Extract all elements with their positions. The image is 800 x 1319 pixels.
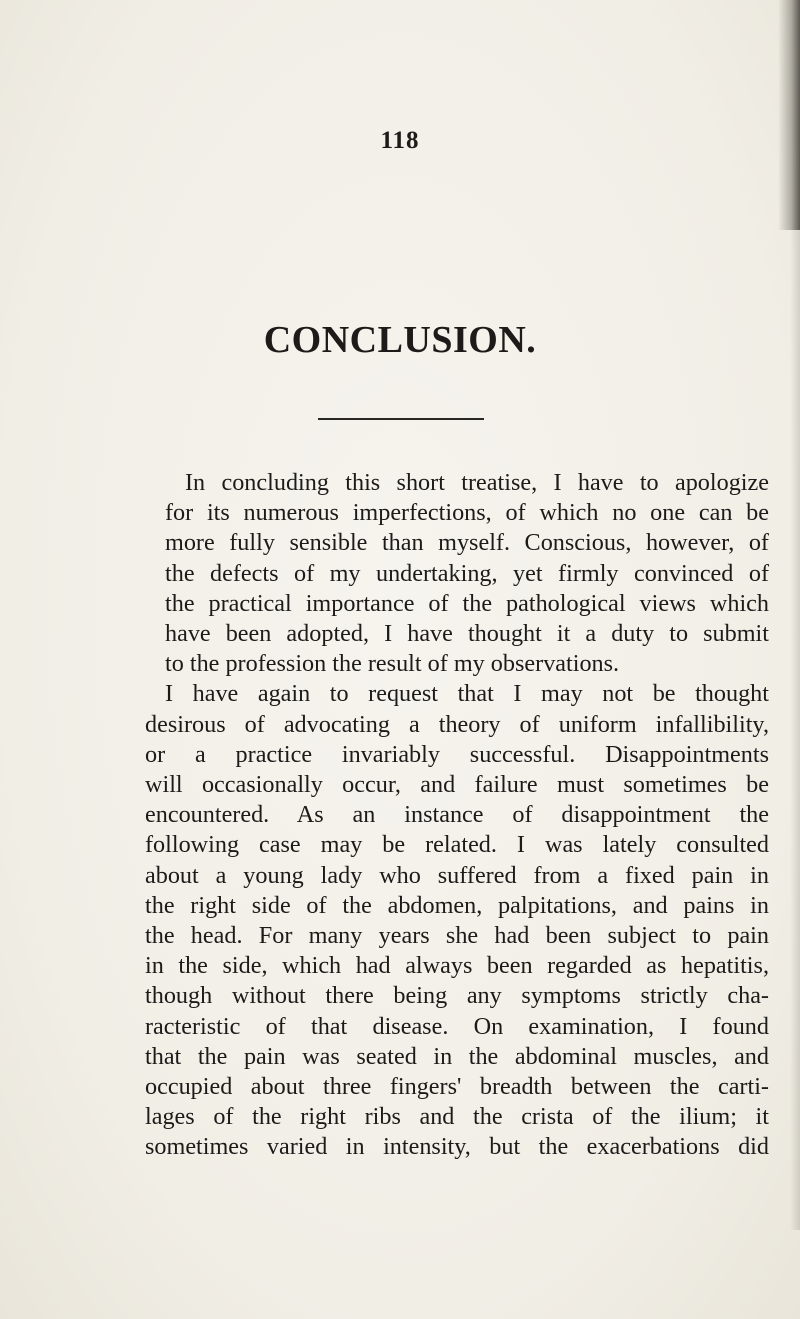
text-line: for its numerous imperfections, of which no one can be	[165, 499, 769, 527]
text-line: desirous of advocating a theory of uniform infallibility,	[145, 710, 769, 738]
page-edge-shadow	[778, 0, 800, 230]
heading-rule	[318, 418, 484, 420]
text-line: lages of the right ribs and the crista of the ilium; it	[145, 1103, 769, 1131]
paragraph-1	[145, 468, 769, 679]
text-line: will occasionally occur, and failure must sometimes be	[145, 771, 769, 799]
chapter-heading: CONCLUSION.	[263, 319, 537, 361]
text-line: though without there being any symptoms strictly cha-	[145, 982, 769, 1010]
text-line: occupied about three fingers' breadth between the carti-	[145, 1073, 769, 1101]
text-line: the defects of my undertaking, yet firmly convinced of	[165, 559, 769, 587]
text-line: encountered. As an instance of disappointment the	[145, 801, 769, 829]
page-edge-shadow-lower	[790, 230, 800, 1230]
text-line: about a young lady who suffered from a fixed pain in	[145, 861, 769, 889]
text-line: the practical importance of the pathological views which	[165, 589, 769, 617]
text-line: I have again to request that I may not be thought	[165, 680, 769, 708]
text-line: to the profession the result of my observations.	[165, 650, 620, 678]
page-number: 118	[380, 127, 420, 154]
text-line: racteristic of that disease. On examination, I found	[145, 1012, 769, 1040]
text-line: that the pain was seated in the abdominal muscles, and	[145, 1042, 769, 1070]
text-line: sometimes varied in intensity, but the exacerbations did	[145, 1133, 769, 1161]
text-line: in the side, which had always been regarded as hepatitis,	[145, 952, 769, 980]
text-line: the right side of the abdomen, palpitations, and pains in	[145, 891, 769, 919]
text-line: or a practice invariably successful. Disappointments	[145, 740, 769, 768]
text-line: have been adopted, I have thought it a duty to submit	[165, 620, 769, 648]
text-line: In concluding this short treatise, I have to apologize	[185, 469, 769, 496]
paragraph-2	[145, 679, 769, 1162]
text-line: the head. For many years she had been subject to pain	[145, 922, 769, 950]
text-line: following case may be related. I was lately consulted	[145, 831, 769, 859]
text-line: more fully sensible than myself. Conscious, however, of	[165, 529, 769, 557]
body-text	[145, 468, 769, 1163]
